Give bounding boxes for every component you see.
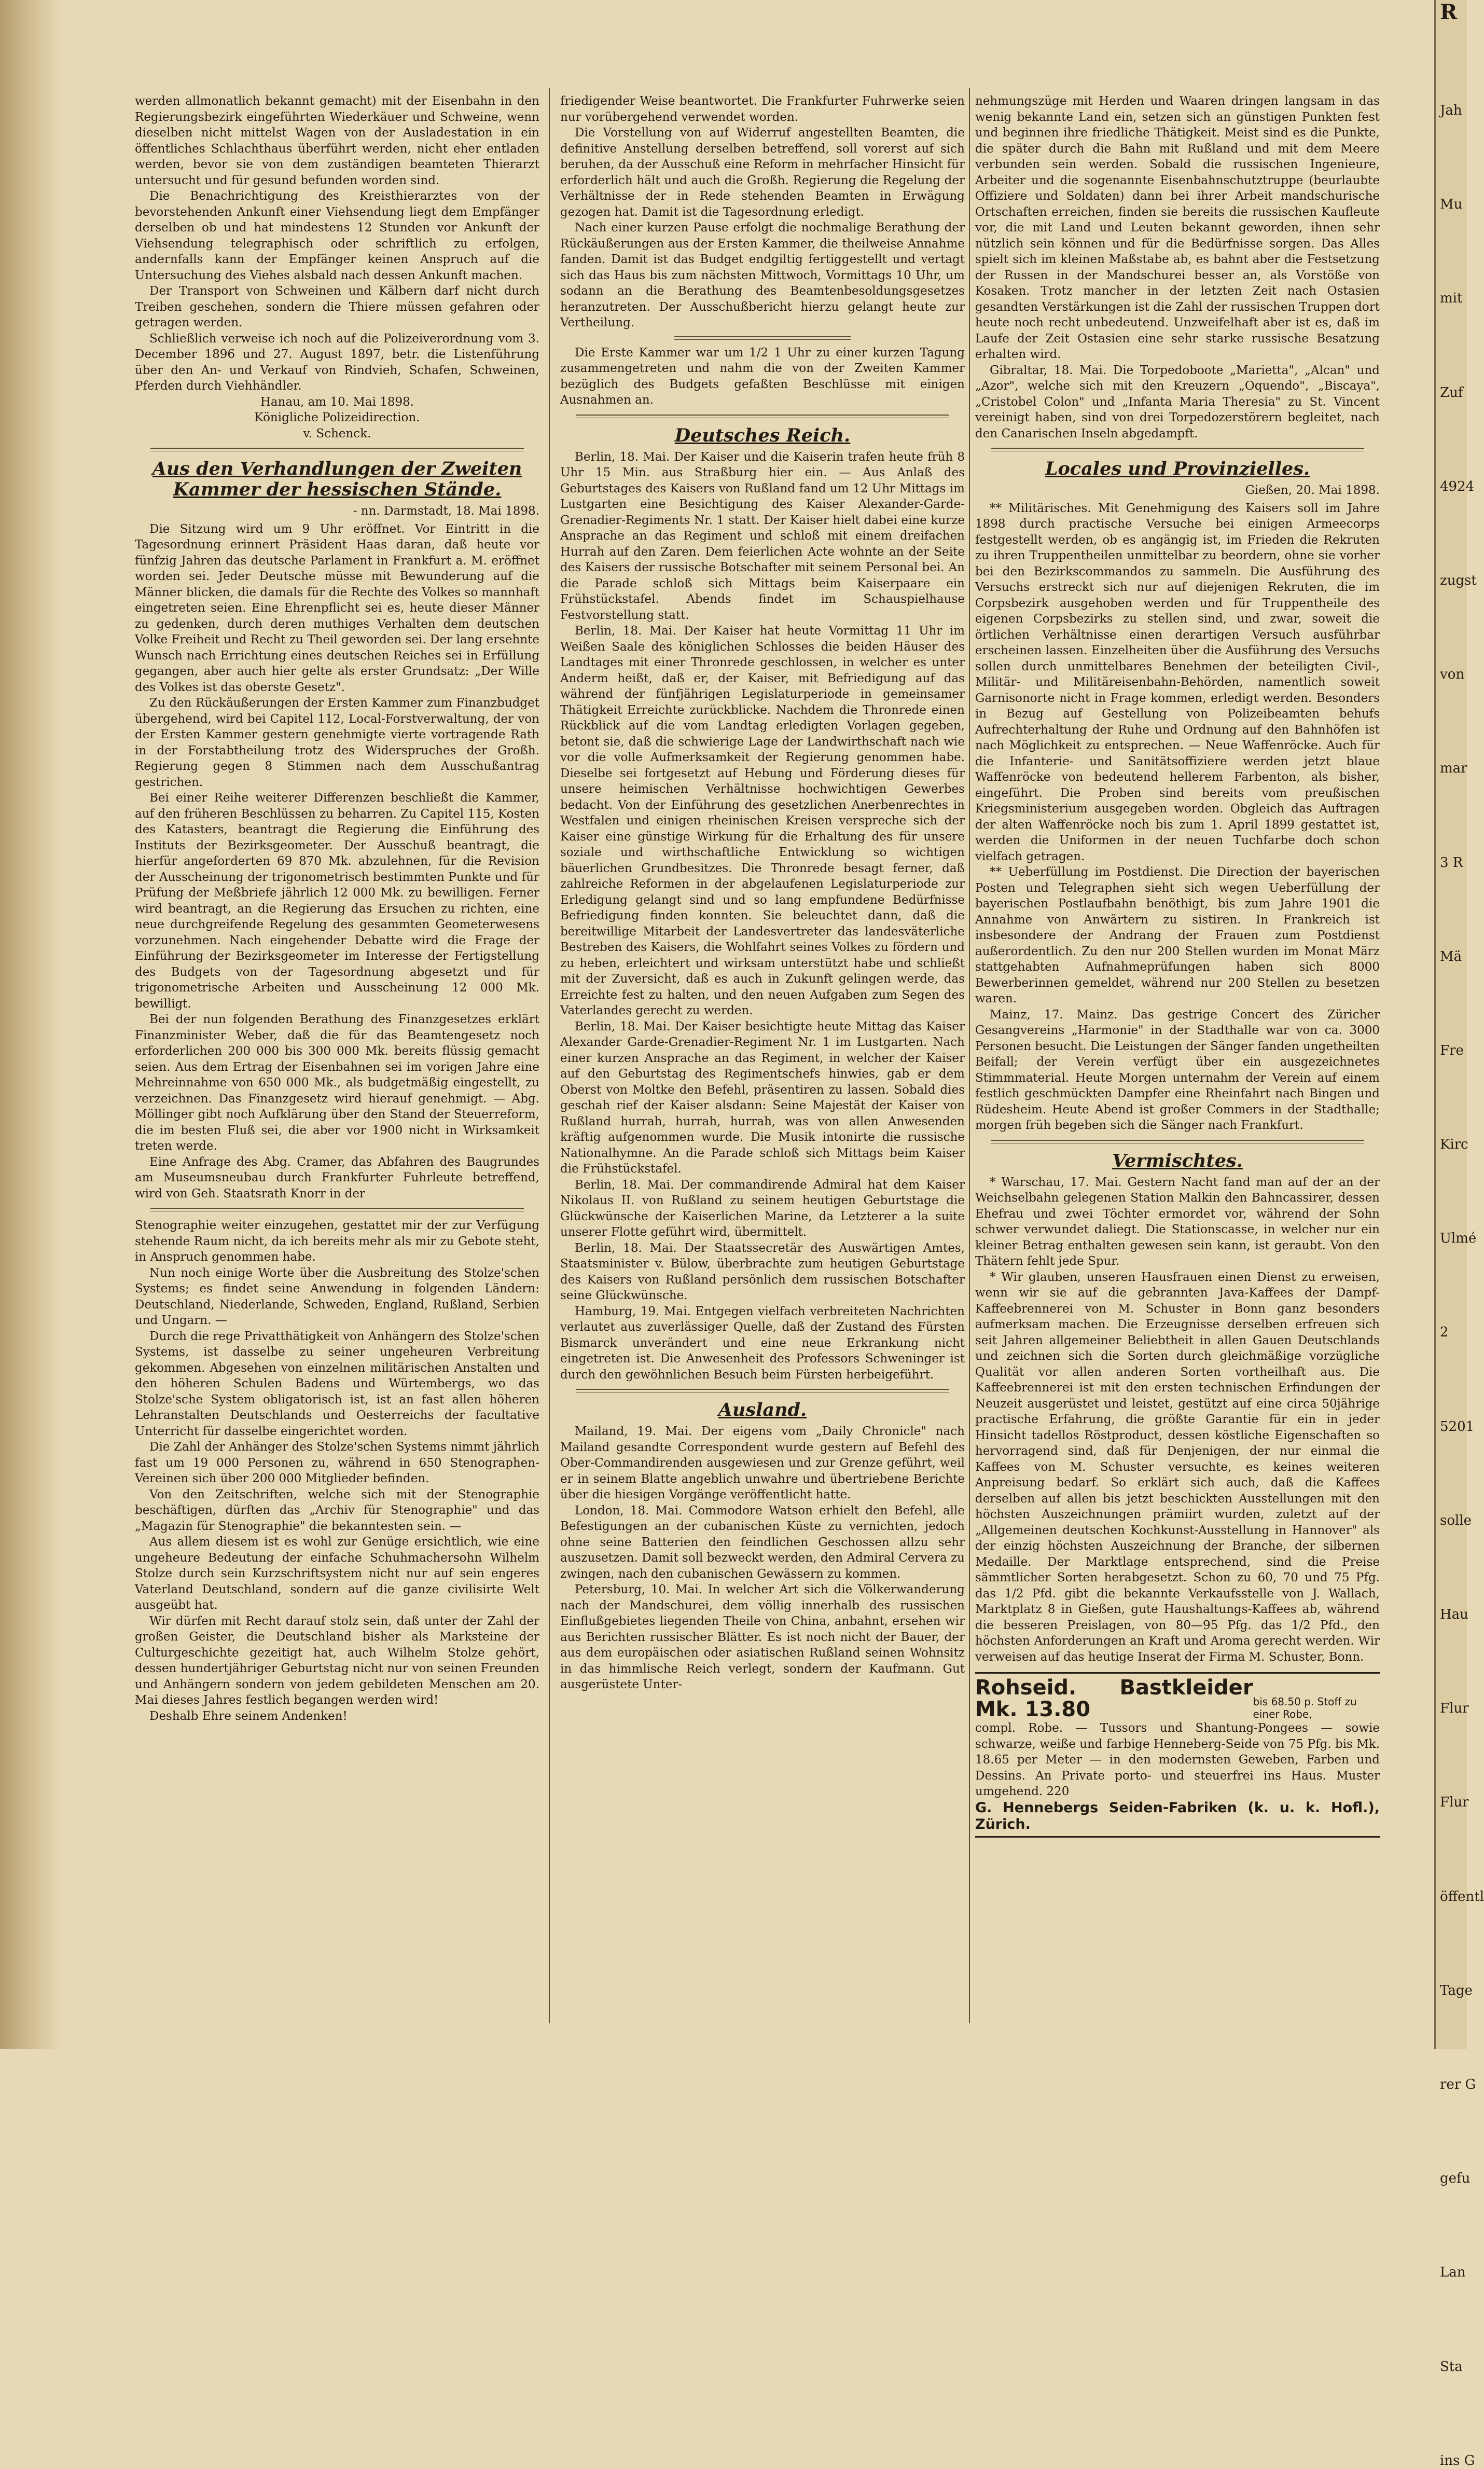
adjacent-page-fragment: R — [1440, 0, 1458, 24]
section-separator — [576, 415, 949, 418]
news-item: Petersburg, 10. Mai. In welcher Art sich die Völkerwanderung nach der Mandschurei, dem völlig innerhalb des russischen Einflußgebietes liegenden Theile von China, anbahnt, ersehen wir aus Berichten russischer Blätter. Es ist noch nicht der Bauer, der aus dem europäischen oder asiatischen Rußland seinen Wohnsitz in das himmlische Reich verlegt, sondern der Kaufmann. Gut ausgerüstete Unter- — [560, 1583, 965, 1691]
news-item: London, 18. Mai. Commodore Watson erhielt den Befehl, alle Befestigungen an der cubanischen Küste zu vernichten, jedoch ohne seine Batterien den feindlichen Geschossen allzu sehr auszusetzen. Damit soll bezweckt werden, den Admiral Cervera zu zwingen, nach den cubanischen Gewässern zu kommen. — [560, 1504, 965, 1581]
paragraph: Zu den Rückäußerungen der Ersten Kammer zum Finanzbudget übergehend, wird bei Capitel 112, Local-Forstverwaltung, der von der Ersten Kammer gestern genehmigte vierte vortragende Rath in der Forstabtheilung trotz des Widerspruches der Großh. Regierung gegen 8 Stimmen nach dem Ausschußantrag gestrichen. — [135, 696, 539, 789]
advertisement-headline — [975, 1672, 1380, 1720]
paragraph: Bei einer Reihe weiterer Differenzen beschließt die Kammer, auf den früheren Beschlüssen zu beharren. Zu Capitel 115, Kosten des Katasters, beantragt die Regierung die Einführung des Instituts der Bezirksgeometer. Der Ausschuß beantragt, die hierfür angeforderten 69 870 Mk. abzulehnen, für die Revision der Ausscheinung der trigonometrisch bestimmten Punkte und für Prüfung der Meßbriefe jährlich 12 000 Mk. zu bewilligen. Ferner wird beantragt, an die Regierung das Ersuchen zu richten, eine neue durchgreifende Regelung des gesammten Geometerwesens vorzunehmen. Nach eingehender Debatte wird die Frage der Einführung der Bezirksgeometer im Interesse der Fertigstellung des Budgets von der Tagesordnung abgesetzt und für trigonometrische Arbeiten und Ausscheinung 12 000 Mk. bewilligt. — [135, 791, 539, 1011]
paragraph: friedigender Weise beantwortet. Die Frankfurter Fuhrwerke seien nur vorübergehend verwendet worden. — [560, 94, 965, 124]
news-item: Gibraltar, 18. Mai. Die Torpedoboote „Marietta", „Alcan" und „Azor", welche sich mit den Kreuzern „Oquendo", „Biscaya", „Cristobel Colon" und „Infanta Maria Theresia" zu St. Vincent vereinigt haben, sind von drei Torpedozerstörern begleitet, nach den Canarischen Inseln abgedampft. — [975, 363, 1380, 440]
paragraph: werden allmonatlich bekannt gemacht) mit der Eisenbahn in den Regierungsbezirk eingeführten Wiederkäuer und Schweine, wenn dieselben nicht mittelst Wagen von der Ausladestation in ein öffentliches Schlachthaus überführt werden, nicht eher entladen werden, bevor sie von dem zuständigen beamteten Thierarzt untersucht und für gesund befunden worden sind. — [135, 94, 539, 187]
news-item: Berlin, 18. Mai. Der Kaiser und die Kaiserin trafen heute früh 8 Uhr 15 Min. aus Straßburg hier ein. — Aus Anlaß des Geburtstages des Kaisers von Rußland fand um 12 Uhr Mittags im Lustgarten eine Besichtigung des Kaiser Alexander-Garde-Grenadier-Regiments Nr. 1 statt. Der Kaiser hielt dabei eine kurze Ansprache an das Regiment und schloß mit einem dreifachen Hurrah auf den Zaren. Dem feierlichen Acte wohnte an der Seite des Kaisers der russische Botschafter mit seinem Personal bei. An die Parade schloß sich Mittags beim Kaiserpaare ein Frühstückstafel. Abends findet im Schauspielhause Festvorstellung statt. — [560, 450, 965, 622]
page-binding-shadow — [0, 0, 62, 2049]
paragraph: Eine Anfrage des Abg. Cramer, das Abfahren des Baugrundes am Museumsneubau durch Frankfurter Fuhrleute betreffend, wird von Geh. Staatsrath Knorr in der — [135, 1155, 539, 1201]
paragraph: Aus allem diesem ist es wohl zur Genüge ersichtlich, wie eine ungeheure Bedeutung der einfache Schuhmachersohn Wilhelm Stolze durch sein Kurzschriftsystem nicht nur auf sein engeres Vaterland Deutschland, sondern auf die ganze civilisirte Welt ausgeübt hat. — [135, 1535, 539, 1612]
paragraph: Die Zahl der Anhänger des Stolze'schen Systems nimmt jährlich fast um 19 000 Personen zu, während in 650 Stenographen-Vereinen sich über 200 000 Mitglieder befinden. — [135, 1440, 539, 1485]
adjacent-page-fragment: mar — [1440, 761, 1467, 777]
section-heading-locales: Locales und Provinzielles. — [1045, 458, 1310, 479]
adjacent-page-fragment: Kirc — [1440, 1137, 1468, 1153]
adjacent-page-fragments — [1436, 0, 1484, 2469]
paragraph: nehmungszüge mit Herden und Waaren dringen langsam in das wenig bekannte Land ein, setzen sich an günstigen Punkten fest und beginnen ihre friedliche Thätigkeit. Meist sind es die Punkte, die später durch die Bahn mit Rußland und mit dem Meere verbunden sein werden. Sobald die russischen Ingenieure, Arbeiter und die sogenannte Eisenbahnschutztruppe (beurlaubte Offiziere und Soldaten) dann bei ihrer Arbeit mandschurische Ortschaften erreichen, finden sie bereits die russischen Kaufleute vor, die mit Land und Leuten bekannt geworden, ihnen sehr nützlich sein können und für die Bedürfnisse sorgen. Das Alles spielt sich im kleinen Maßstabe ab, es bahnt aber die Festsetzung der Russen in der Mandschurei besser an, als Vorstöße von Kosaken. Trotz mancher in der letzten Zeit nach Ostasien gesandten Verstärkungen ist die Zahl der russischen Truppen dort heute noch recht unbedeutend. Unzweifelhaft aber ist es, daß im Laufe der Zeit Ostasien eine sehr starke russische Besatzung erhalten wird. — [975, 94, 1380, 361]
adjacent-page-fragment: 5201 — [1440, 1418, 1475, 1434]
signature-place-date: Hanau, am 10. Mai 1898. — [260, 395, 414, 409]
adjacent-page-fragment: solle — [1440, 1512, 1472, 1528]
news-item: Mainz, 17. Mainz. Das gestrige Concert des Züricher Gesangvereins „Harmonie" in der Stadthalle war von ca. 3000 Personen besucht. Die Leistungen der Sänger fanden ungetheilten Beifall; der Verein verfügt über ein ausgezeichnetes Stimmmaterial. Heute Morgen unternahm der Verein auf einem festlich geschmückten Dampfer eine Rheinfahrt nach Bingen und Rüdesheim. Heute Abend ist großer Commers in der Stadthalle; morgen früh begeben sich die Sänger nach Frankfurt. — [975, 1008, 1380, 1132]
adjacent-page-fragment: Jah — [1440, 103, 1462, 118]
column-rule-2 — [969, 88, 970, 2023]
adjacent-page-fragment: Fre — [1440, 1042, 1464, 1058]
paragraph: Die Vorstellung von auf Widerruf angestellten Beamten, die definitive Anstellung derselben betreffend, soll vorerst auf sich beruhen, da der Ausschuß eine Reform in mehrfacher Hinsicht für erforderlich hält und auch die Großh. Regierung die Regelung der Verhältnisse der in Rede stehenden Beamten in Erwägung gezogen hat. Damit ist die Tagesordnung erledigt. — [560, 126, 965, 219]
signature-name: v. Schenck. — [303, 426, 371, 440]
paragraph: Der Transport von Schweinen und Kälbern darf nicht durch Treiben geschehen, sondern die Thiere müssen gefahren oder getragen werden. — [135, 284, 539, 329]
paragraph: Stenographie weiter einzugehen, gestattet mir der zur Verfügung stehende Raum nicht, da ich bereits mehr als mir zu Gebote steht, in Anspruch genommen habe. — [135, 1219, 539, 1264]
adjacent-page-fragment: 3 R — [1440, 854, 1463, 871]
adjacent-page-fragment: gefu — [1440, 2171, 1471, 2187]
paragraph: Die Benachrichtigung des Kreisthierarztes von der bevorstehenden Ankunft einer Viehsendung liegt dem Empfänger derselben ob und hat mindestens 12 Stunden vor Ankunft der Viehsendung telegraphisch oder schriftlich zu erfolgen, andernfalls kann der Empfänger keinen Anspruch auf die Untersuchung des Viehes alsbald nach dessen Ankunft machen. — [135, 189, 539, 282]
section-heading-deutsches-reich: Deutsches Reich. — [674, 424, 851, 446]
column-3 — [975, 93, 1380, 2023]
paragraph: Bei der nun folgenden Berathung des Finanzgesetzes erklärt Finanzminister Weber, daß die für das Beamtengesetz noch erforderlichen 200 000 bis 300 000 Mk. bereits flüssig gemacht seien. Aus dem Ertrag der Eisenbahnen sei im vorigen Jahre eine Mehreinnahme von 650 000 Mk., als budgetmäßig eingestellt, zu verzeichnen. Das Finanzgesetz wird hierauf genehmigt. — Abg. Möllinger gibt noch Aufklärung über den Stand der Steuerreform, die im besten Fluß sei, die aber vor 1900 nicht in Wirksamkeit treten werde. — [135, 1013, 539, 1153]
adjacent-page-fragment: 2 — [1440, 1325, 1449, 1341]
section-separator — [991, 1140, 1364, 1143]
adjacent-page-fragment: Sta — [1440, 2358, 1463, 2375]
news-item: Hamburg, 19. Mai. Entgegen vielfach verbreiteten Nachrichten verlautet aus zuverlässiger Quelle, daß der Zustand des Fürsten Bismarck unverändert und eine neue Erkrankung nicht eingetreten ist. Die Anwesenheit des Professors Schweninger ist durch den gewöhnlichen Besuch beim Fürsten herbeigeführt. — [560, 1304, 965, 1382]
adjacent-page-edge — [1434, 0, 1484, 2468]
advertisement-footer: G. Hennebergs Seiden-Fabriken (k. u. k. Hofl.), Zürich. — [975, 1800, 1380, 1838]
adjacent-page-fragment: 4924 — [1440, 478, 1475, 494]
paragraph: Wir dürfen mit Recht darauf stolz sein, daß unter der Zahl der großen Geister, die Deutschland bisher als Marksteine der Culturgeschichte gezeitigt hat, auch Wilhelm Stolze gehört, dessen hundertjähriger Geburtstag nicht nur von seinen Freunden und Anhängern sondern von jedem gebildeten Menschen am 20. Mai dieses Jahres festlich begangen werden wird! — [135, 1614, 539, 1707]
paragraph: Schließlich verweise ich noch auf die Polizeiverordnung vom 3. December 1896 und 27. August 1897, betr. die Listenführung über den An- und Verkauf von Rindvieh, Schafen, Schweinen, Pferden durch Viehhändler. — [135, 332, 539, 393]
news-item: * Warschau, 17. Mai. Gestern Nacht fand man auf der an der Weichselbahn gelegenen Station Malkin den Bahncassirer, dessen Ehefrau und zwei Töchter ermordet vor, während der Sohn schwer verwundet daliegt. Die Stationscasse, in welcher nur ein kleiner Betrag enthalten gewesen sein kann, ist geraubt. Von den Thätern fehlt jede Spur. — [975, 1175, 1380, 1268]
adjacent-page-fragment: mit — [1440, 291, 1463, 307]
news-item: * Wir glauben, unseren Hausfrauen einen Dienst zu erweisen, wenn wir sie auf die gebrannten Java-Kaffees der Dampf-Kaffeebrennerei von M. Schuster in Bonn ganz besonders aufmerksam machen. Die Erzeugnisse derselben erfreuen sich seit Jahren allgemeiner Beliebtheit in allen Gauen Deutschlands und zeichnen sich die Sorten durch gleichmäßige vorzügliche Qualität vor allen anderen Sorten vortheilhaft aus. Die Kaffeebrennerei ist mit den ersten technischen Erfindungen der Neuzeit ausgerüstet und leistet, gestützt auf eine circa 50jährige practische Erfahrung, die größte Garantie für ein in jeder Hinsicht tadellos Röstproduct, dessen köstliche Eigenschaften so hervorragend sind, daß für Denjenigen, der nur einmal die Kaffees von M. Schuster versuchte, es keines weiteren Anpreisung bedarf. So erklärt sich auch, daß die Kaffees derselben auf allen bis jetzt beschickten Ausstellungen mit den höchsten Auszeichnungen prämiirt wurden, zuletzt auf der „Allgemeinen deutschen Kochkunst-Ausstellung in Hannover" als der einzig höchsten Auszeichnung der Branche, der silbernen Medaille. Der Marktlage entsprechend, sind die Preise sämmtlicher Sorten herabgesetzt. Schon zu 60, 70 und 75 Pfg. das 1/2 Pfd. gibt die bekannte Verkaufsstelle von J. Wallach, Marktplatz 8 in Gießen, gute Haushaltungs-Kaffees ab, während die besseren Preislagen, von 80—95 Pfg. das 1/2 Pfd., den höchsten Anforderungen an Kraft und Aroma gerecht werden. Wir verweisen auf das heutige Inserat der Firma M. Schuster, Bonn. — [975, 1270, 1380, 1664]
news-item: Mailand, 19. Mai. Der eigens vom „Daily Chronicle" nach Mailand gesandte Correspondent wurde gestern auf Befehl des Ober-Commandirenden ausgewiesen und zur Grenze geführt, weil er in seinem Blatte angeblich unwahre und übertriebene Berichte über die hiesigen Vorgänge veröffentlicht hatte. — [560, 1425, 965, 1501]
ad-title: Rohseid. Bastkleider Mk. 13.80 — [975, 1676, 1253, 1721]
adjacent-page-fragment: zugst — [1440, 572, 1477, 588]
section-separator — [150, 448, 524, 451]
news-item: Berlin, 18. Mai. Der Staatssecretär des Auswärtigen Amtes, Staatsminister v. Bülow, überbrachte zum heutigen Geburtstage des Kaisers von Rußland persönlich dem russischen Botschafter seine Glückwünsche. — [560, 1241, 965, 1302]
news-item: Berlin, 18. Mai. Der Kaiser besichtigte heute Mittag das Kaiser Alexander Garde-Grenadier-Regiment Nr. 1 im Lustgarten. Nach einer kurzen Ansprache an das Regiment, in welcher der Kaiser auf den Geburtstag des Regimentschefs hinwies, gab er dem Oberst von Moltke den Befehl, präsentiren zu lassen. Sobald dies geschah rief der Kaiser alsdann: Seine Majestät der Kaiser von Rußland hurrah, hurrah, hurrah, was von allen Anwesenden kräftig aufgenommen wurde. Die Musik intonirte die russische Nationalhymne. An die Parade schloß sich Mittags beim Kaiser die Frühstückstafel. — [560, 1019, 965, 1176]
section-heading-kammer: Aus den Verhandlungen der Zweiten Kammer der hessischen Stände. — [152, 458, 522, 500]
dateline: Gießen, 20. Mai 1898. — [1245, 484, 1380, 497]
adjacent-page-fragment: Ulmé — [1440, 1231, 1477, 1247]
column-rule-1 — [549, 88, 550, 2023]
column-1 — [135, 93, 539, 2023]
signature-office: Königliche Polizeidirection. — [254, 411, 420, 424]
adjacent-page-fragment: von — [1440, 667, 1465, 683]
news-item: ** Ueberfüllung im Postdienst. Die Direction der bayerischen Posten und Telegraphen sieht sich wegen Ueberfüllung der bayerischen Postlaufbahn benöthigt, bis zum Jahre 1901 die Annahme von Anwärtern zu sistiren. In Frankreich ist insbesondere der Andrang der Frauen zum Postdienst außerordentlich. Zu den nur 200 Stellen wurden im Monat März stattgehabten Aufnahmeprüfungen haben sich 8000 Bewerberinnen gemeldet, während nur 200 Stellen zu besetzen waren. — [975, 865, 1380, 1005]
adjacent-page-fragment: rer G — [1440, 2076, 1476, 2092]
paragraph: Deshalb Ehre seinem Andenken! — [149, 1709, 348, 1723]
dateline: - nn. Darmstadt, 18. Mai 1898. — [353, 504, 539, 518]
adjacent-page-fragment: Zuf — [1440, 384, 1463, 401]
paragraph: Die Erste Kammer war um 1/2 1 Uhr zu einer kurzen Tagung zusammengetreten und nahm die von der Zweiten Kammer bezüglich des Budgets gefaßten Beschlüsse mit einigen Ausnahmen an. — [560, 346, 965, 407]
section-separator — [991, 448, 1364, 451]
paragraph: Nach einer kurzen Pause erfolgt die nochmalige Berathung der Rückäußerungen aus der Ersten Kammer, die theilweise Annahme fanden. Damit ist das Budget endgiltig fertiggestellt und vertagt sich das Haus bis zum nächsten Mittwoch, Vormittags 10 Uhr, um sodann an die Berathung des Beamtenbesoldungsgesetzes heranzutreten. Der Ausschußbericht hierzu gelangt heute zur Vertheilung. — [560, 221, 965, 329]
adjacent-page-fragment: Tage — [1440, 1982, 1473, 1998]
adjacent-page-fragment: Mu — [1440, 197, 1463, 213]
ad-title-suffix: bis 68.50 p. Stoff zu einer Robe, — [1253, 1695, 1357, 1720]
paragraph: Von den Zeitschriften, welche sich mit der Stenographie beschäftigen, dürften das „Archiv für Stenographie" und das „Magazin für Stenographie" die bekanntesten sein. — — [135, 1487, 539, 1533]
section-separator — [674, 336, 851, 340]
news-item: Berlin, 18. Mai. Der commandirende Admiral hat dem Kaiser Nikolaus II. von Rußland zu seinem heutigen Geburtstage die Glückwünsche der Kaiserlichen Marine, da Letzterer a la suite unserer Flotte geführt wird, übermittelt. — [560, 1178, 965, 1239]
section-separator — [576, 1389, 949, 1392]
paragraph: Die Sitzung wird um 9 Uhr eröffnet. Vor Eintritt in die Tagesordnung erinnert Präsident Haas daran, daß heute vor fünfzig Jahren das deutsche Parlament in Frankfurt a. M. eröffnet worden sei. Jeder Deutsche müsse mit Bewunderung auf die Männer blicken, die damals für die Rechte des Volkes so mannhaft eingetreten seien. Eine Ehrenpflicht sei es, heute dieser Männer zu gedenken, durch deren muthiges Verhalten dem deutschen Volke Freiheit und Recht zu Theil geworden sei. Der lang ersehnte Wunsch nach Errichtung eines deutschen Reiches sei in Erfüllung gegangen, aber auch hier gelte als erster Grundsatz: „Der Wille des Volkes ist das oberste Gesetz". — [135, 522, 539, 694]
section-heading-vermischtes: Vermischtes. — [1112, 1150, 1243, 1171]
paragraph: Nun noch einige Worte über die Ausbreitung des Stolze'schen Systems; es findet seine Anwendung in folgenden Ländern: Deutschland, Niederlande, Schweden, England, Rußland, Serbien und Ungarn. — — [135, 1266, 539, 1327]
section-separator — [150, 1208, 524, 1211]
news-item: ** Militärisches. Mit Genehmigung des Kaisers soll im Jahre 1898 durch practische Versuche bei einigen Armeecorps festgestellt werden, ob es angängig ist, im Frieden die Rekruten zu ihren Truppentheilen unmittelbar zu beordern, ohne sie vorher bei den Bezirkscommandos zu sammeln. Die Ausführung des Versuchs erstreckt sich nur auf diejenigen Rekruten, die im Corpsbezirk ausgehoben werden und für Truppentheile des eigenen Corpsbezirks zu stellen sind, und zwar, soweit die örtlichen Verhältnisse einen derartigen Versuch ausführbar erscheinen lassen. Einzelheiten über die Ausführung des Versuchs sollen durch unmittelbares Benehmen der beteiligten Civil-, Militär- und Militäreisenbahn-Behörden, namentlich soweit Garnisonorte nicht in Frage kommen, erledigt werden. Besonders in Bezug auf Gestellung von Polizeibeamten behufs Aufrechterhaltung der Ruhe und Ordnung auf den Bahnhöfen ist nach Möglichkeit zu entsprechen. — Neue Waffenröcke. Auch für die Infanterie- und Sanitätsoffiziere werden jetzt blaue Waffenröcke von bedeutend hellerem Farbenton, als bisher, eingeführt. Die Proben sind bereits vom preußischen Kriegsministerium ausgegeben worden. Obgleich das Auftragen der alten Waffenröcke noch bis zum 1. April 1899 gestattet ist, werden die Uniformen in der neuen Tuchfarbe doch schon vielfach getragen. — [975, 501, 1380, 863]
adjacent-page-fragment: ins G — [1440, 2452, 1475, 2468]
column-2 — [560, 93, 965, 2023]
news-item: Berlin, 18. Mai. Der Kaiser hat heute Vormittag 11 Uhr im Weißen Saale des königlichen Schlosses die beiden Häuser des Landtages mit einer Thronrede geschlossen, in welcher es unter Anderm heißt, daß er, der Kaiser, mit Befriedigung auf das während der fünfjährigen Legislaturperiode in gemeinsamer Thätigkeit Erreichte zurückblicke. Nachdem die Thronrede einen Rückblick auf die vom Landtag erledigten Vorlagen gegeben, betont sie, daß die schwierige Lage der Landwirthschaft nach wie vor die volle Aufmerksamkeit der Regierung genommen habe. Dieselbe sei fortgesetzt auf Hebung und Förderung dieses für unsere heimischen Verhältnisse hochwichtigen Gewerbes bedacht. Von der Einführung des gesetzlichen Anerbenrechtes in Westfalen und einigen rheinischen Kreisen verspreche sich der Kaiser eine günstige Wirkung für die Erhaltung des für unsere soziale und wirthschaftliche Entwicklung so wichtigen bäuerlichen Grundbesitzes. Die Thronrede besagt ferner, daß zahlreiche Reformen in der abgelaufenen Legislaturperiode zur Erledigung gelangt sind und so lang empfundene Bedürfnisse Befriedigung finden konnten. Sie beleuchtet dann, daß die bereitwillige Mitarbeit der Landesvertreter das landesväterliche Bestreben des Kaisers, die Wohlfahrt seines Volkes zu fördern und zu heben, erleichtert und wirksam unterstützt habe und schließt mit der Zuversicht, daß es auch in Zukunft gelingen werde, das Erreichte fest zu halten, und den neuen Aufgaben zum Segen des Vaterlandes gerecht zu werden. — [560, 624, 965, 1017]
adjacent-page-fragment: Flur — [1440, 1701, 1469, 1717]
adjacent-page-fragment: Hau — [1440, 1607, 1468, 1622]
advertisement-body: compl. Robe. — Tussors und Shantung-Pongees — sowie schwarze, weiße und farbige Henneberg-Seide von 75 Pfg. bis Mk. 18.65 per Meter — in den modernsten Geweben, Farben und Dessins. An Private porto- und steuerfrei ins Haus. Muster umgehend. 220 — [975, 1721, 1380, 1798]
adjacent-page-fragment: Lan — [1440, 2265, 1466, 2281]
adjacent-page-fragment: öffentl — [1440, 1888, 1484, 1905]
paragraph: Durch die rege Privatthätigkeit von Anhängern des Stolze'schen Systems, ist dasselbe zu seiner ungeheuren Verbreitung gekommen. Abgesehen von einzelnen militärischen Anstalten und den höheren Schulen Badens und Würtembergs, wo das Stolze'sche System obligatorisch ist, ist an fast allen höheren Lehranstalten Deutschlands und Oesterreichs der facultative Unterricht für dasselbe eingerichtet worden. — [135, 1329, 539, 1438]
section-heading-ausland: Ausland. — [718, 1399, 807, 1420]
adjacent-page-fragment: Mä — [1440, 948, 1462, 964]
adjacent-page-fragment: Flur — [1440, 1795, 1469, 1811]
